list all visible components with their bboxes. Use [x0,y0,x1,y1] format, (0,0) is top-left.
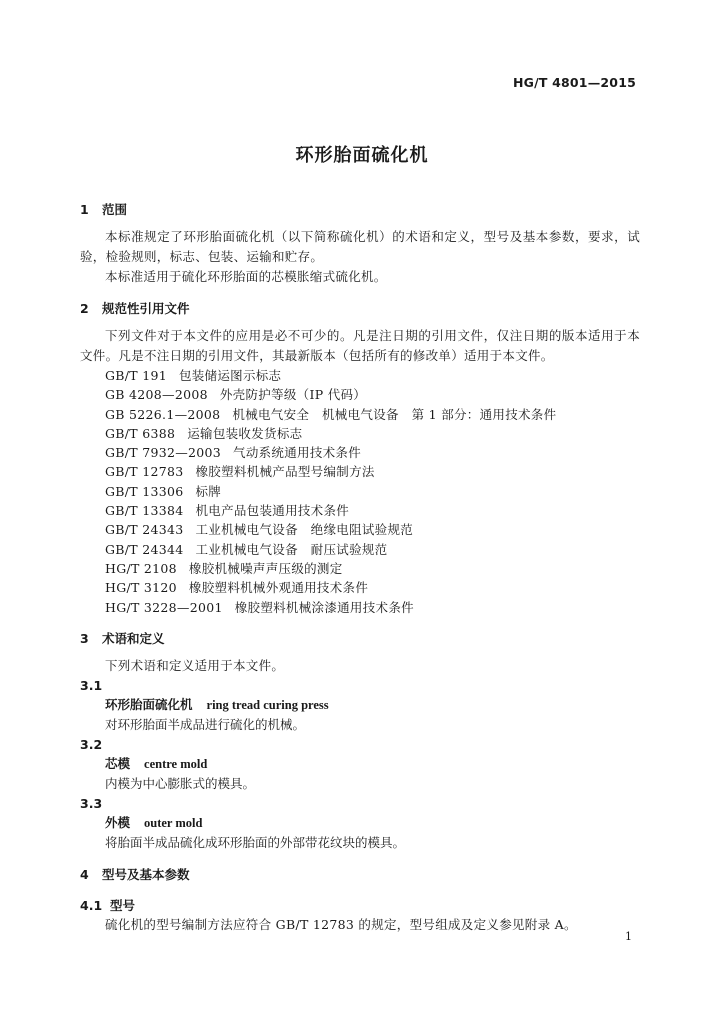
document-body [80,200,640,935]
section-title: 规范性引用文件 [102,301,190,316]
reference-code: HG/T 3228—2001 [105,599,223,615]
paragraph: 硫化机的型号编制方法应符合 GB/T 12783 的规定，型号组成及定义参见附录 A。 [105,916,577,932]
term-definition: 内模为中心膨胀式的模具。 [105,775,256,791]
term-zh: 环形胎面硫化机 [105,696,193,712]
reference-title: 外壳防护等级（IP 代码） [219,387,367,403]
list-item [80,424,640,443]
reference-title: 工业机械电气设备 绝缘电阻试验规范 [195,522,414,538]
reference-title: 橡胶塑料机械产品型号编制方法 [195,464,375,480]
list-item [80,366,640,385]
list-item [80,443,640,462]
section-number: 3 [80,630,89,646]
term-number: 3.2 [80,736,103,752]
list-item [80,559,640,578]
reference-title: 包装储运图示标志 [178,368,282,383]
section-title: 范围 [102,202,128,217]
term-heading [80,695,640,715]
reference-title: 橡胶塑料机械外观通用技术条件 [188,580,369,596]
subsection-4-1-heading [80,896,640,915]
term-en: centre mold [144,756,208,771]
paragraph: 下列文件对于本文件的应用是必不可少的。凡是注日期的引用文件，仅注日期的版本适用于本文件。凡是不注日期的引用文件，其最新版本（包括所有的修改单）适用于本文件。 [80,328,640,363]
section-number: 1 [80,202,89,217]
reference-title: 机械电气安全 机械电气设备 第 1 部分：通用技术条件 [232,406,557,422]
paragraph: 本标准规定了环形胎面硫化机（以下简称硫化机）的术语和定义，型号及基本参数，要求，试验，检验规则，标志、包装、运输和贮存。 [80,229,640,264]
list-item [80,598,640,617]
reference-code: GB/T 7932—2003 [105,445,222,461]
reference-code: HG/T 3120 [105,580,177,596]
reference-code: GB/T 24343 [105,522,184,538]
reference-title: 标牌 [195,483,222,499]
paragraph: 本标准适用于硫化环形胎面的芯模胀缩式硫化机。 [105,269,387,284]
subsection-title: 型号 [110,897,136,913]
term-en: ring tread curing press [206,697,329,712]
reference-code: HG/T 2108 [105,560,177,576]
reference-title: 气动系统通用技术条件 [233,445,362,461]
reference-code: GB/T 24344 [105,541,184,557]
term-en: outer mold [144,815,203,830]
reference-title: 机电产品包装通用技术条件 [195,503,350,519]
term-number: 3.1 [80,677,103,693]
reference-title: 橡胶机械噪声声压级的测定 [188,560,343,576]
section-number: 4 [80,866,89,882]
section-1-heading [80,200,640,219]
reference-code: GB/T 13306 [105,483,184,499]
list-item [80,462,640,481]
reference-code: GB/T 13384 [105,503,184,519]
list-item [80,385,640,404]
list-item [80,482,640,501]
list-item [80,520,640,539]
reference-code: GB 5226.1—2008 [105,406,221,422]
list-item [80,578,640,597]
term-heading [80,754,640,774]
reference-code: GB 4208—2008 [105,387,208,403]
section-title: 术语和定义 [102,630,165,646]
term-zh: 外模 [105,814,131,830]
reference-title: 工业机械电气设备 耐压试验规范 [195,541,388,557]
page-number: 1 [625,930,632,943]
list-item [80,540,640,559]
term-heading [80,813,640,833]
reference-title: 橡胶塑料机械涂漆通用技术条件 [234,599,414,615]
standard-code: HG/T 4801—2015 [512,75,636,90]
list-item [80,501,640,520]
section-number: 2 [80,301,89,316]
list-item [80,405,640,424]
term-definition: 对环形胎面半成品进行硫化的机械。 [105,716,306,732]
page-title: 环形胎面硫化机 [295,145,429,166]
term-zh: 芯模 [105,755,131,771]
reference-title: 运输包装收发货标志 [187,425,303,441]
term-definition: 将胎面半成品硫化成环形胎面的外部带花纹块的模具。 [105,834,406,850]
reference-code: GB/T 12783 [105,464,184,480]
section-2-heading [80,299,640,318]
reference-list [80,366,640,617]
reference-code: GB/T 6388 [105,425,176,441]
subsection-number: 4.1 [80,897,103,913]
section-4-heading [80,865,640,884]
paragraph: 下列术语和定义适用于本文件。 [105,657,285,673]
section-3-heading [80,629,640,648]
term-number: 3.3 [80,795,103,811]
section-title: 型号及基本参数 [102,866,190,882]
reference-code: GB/T 191 [105,368,167,383]
